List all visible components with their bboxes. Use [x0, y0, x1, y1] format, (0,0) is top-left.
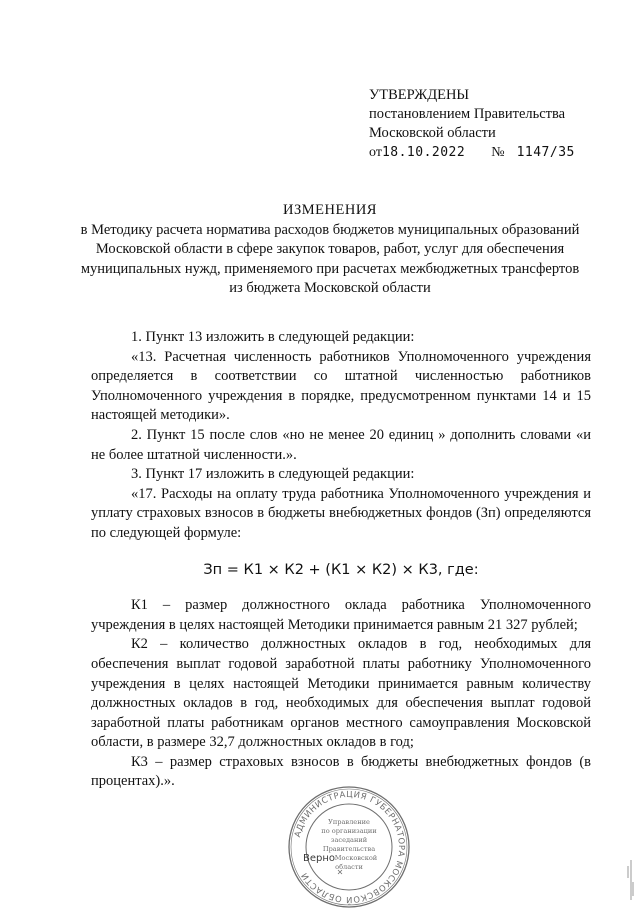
stamp-line-3: заседаний: [330, 836, 368, 844]
k1-definition: К1 – размер должностного оклада работника Уполномоченного учреждения в целях настоящей Методики принимается равным 21 327 рублей;: [91, 597, 591, 633]
approval-line-region: Московской области: [369, 125, 496, 141]
approval-block: [369, 86, 575, 162]
title-line-3: муниципальных нужд, применяемого при расчетах межбюджетных трансфертов: [80, 260, 580, 277]
approval-line-decree: постановлением Правительства: [369, 106, 566, 122]
approval-date: 18.10.2022: [381, 145, 466, 160]
title-line-1: в Методику расчета норматива расходов бюджетов муниципальных образований: [80, 221, 580, 238]
stamp-line-5: Московской: [334, 854, 378, 862]
item-13-text: «13. Расчетная численность работников Уполномоченного учреждения определяется в соответствии со штатной численностью работников Уполномоченного учреждения в порядке, предусмотренном пунктами 14 и 15 настоящей методики».: [91, 348, 591, 424]
item-17-text: «17. Расходы на оплату труда работника Уполномоченного учреждения и уплату страховых взносов в бюджеты внебюджетных фондов (Зп) определяются по следующей формуле:: [91, 485, 591, 541]
title-line-2: Московской области в сфере закупок товаров, работ, услуг для обеспечения: [95, 241, 565, 257]
verno-mark: Верно: [303, 853, 336, 864]
document-title: [70, 201, 590, 299]
stamp-line-4: Правительства: [322, 845, 376, 853]
item-2: 2. Пункт 15 после слов «но не менее 20 единиц » дополнить словами «и не более штатной численности.».: [91, 426, 591, 463]
item-3: 3. Пункт 17 изложить в следующей редакции:: [131, 466, 415, 483]
date-prefix: от: [369, 145, 382, 160]
k3-definition: К3 – размер страховых взносов в бюджеты внебюджетных фондов (в процентах).».: [91, 753, 591, 790]
margin-scan-mark: [622, 858, 636, 902]
formula: Зп = К1 × К2 + (К1 × К2) × К3, где:: [203, 561, 479, 578]
approval-title: УТВЕРЖДЕНЫ: [369, 87, 470, 103]
title-heading: ИЗМЕНЕНИЯ: [283, 202, 377, 218]
k2-definition: К2 – количество должностных окладов в год, необходимых для обеспечения выплат годовой заработной платы работнику Уполномоченного учреждения в целях настоящей Методики принимается равным количеству должностных окладов в год, необходимых для обеспечения выплат годовой заработной платы работникам органов местного самоуправления Московской области, в размере 32,7 должностных окладов в год;: [91, 636, 591, 751]
approval-date-line: [369, 143, 575, 162]
number-sign: №: [491, 145, 505, 160]
item-1: 1. Пункт 13 изложить в следующей редакции:: [131, 329, 415, 345]
approval-number: 1147/35: [516, 145, 575, 160]
official-stamp: [286, 784, 412, 910]
stamp-ring-text: АДМИНИСТРАЦИЯ ГУБЕРНАТОРА МОСКОВСКОЙ ОБЛАСТИ: [292, 788, 408, 906]
title-line-4: из бюджета Московской области: [229, 280, 431, 296]
stamp-line-1: Управление: [328, 818, 370, 826]
stamp-line-6: области: [335, 863, 363, 871]
stamp-line-2: по организации: [321, 827, 377, 835]
document-body: [91, 328, 591, 792]
